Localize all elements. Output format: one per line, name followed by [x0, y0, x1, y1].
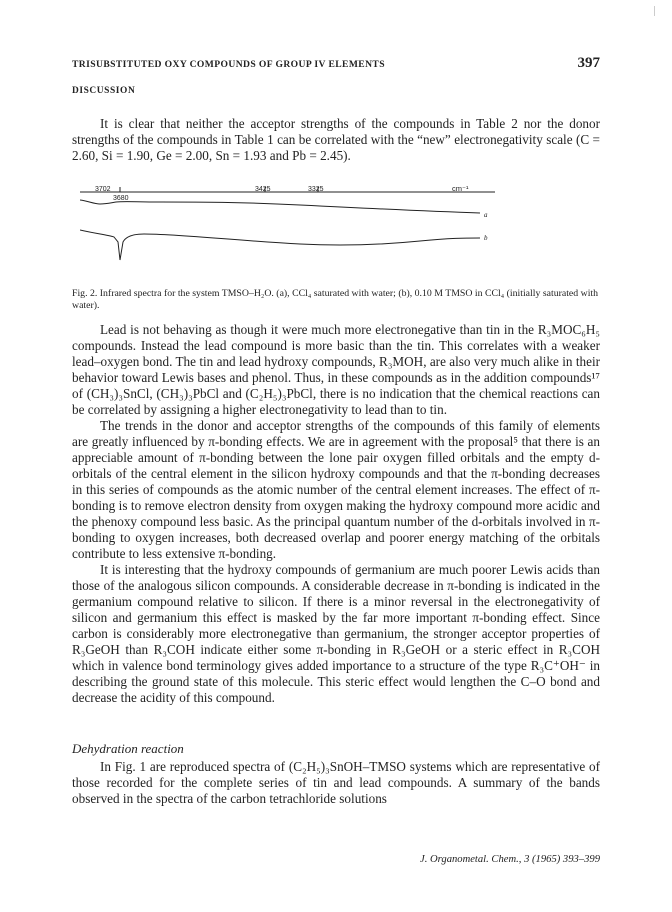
tick-label: 3425 [255, 186, 271, 193]
paragraph: The trends in the donor and acceptor strengths of the compounds of this family of elements are greatly influenced by π-bonding effects. We are in agreement with the proposal⁵ that there is an appreciable amount of π-bonding between the lone pair oxygen filled orbitals and the empty d-orbitals of the central element in the silicon hydroxy compounds and that the π-bonding decreases in this series of compounds as the atomic number of the central element increases. The effect of π-bonding is to remove electron density from oxygen making the hydroxy compound more acidic and the phenoxy compound less basic. As the principal quantum number of the d-orbitals involved in π-bonding to oxygen increases, both decreased overlap and poorer energy matching of the orbitals contribute to less extensive π-bonding. [72, 418, 600, 561]
section-heading: DISCUSSION [72, 86, 136, 96]
main-text [72, 322, 600, 706]
tick-label: 3325 [308, 186, 324, 193]
curve-label-a: a [484, 211, 488, 219]
intro-text [72, 116, 600, 164]
intro-paragraph: It is clear that neither the acceptor strengths of the compounds in Table 2 nor the donor strengths of the compounds in Table 1 can be correlated with the “new” electronegativity scale (C = 2.60, Si = 1.90, Ge = 2.00, Sn = 1.93 and Pb = 2.45). [72, 116, 600, 163]
spectrum-curve-a [80, 200, 480, 213]
spectrum-curve-b [80, 230, 480, 260]
unit-label: cm⁻¹ [452, 184, 469, 193]
curve-label-b: b [484, 234, 488, 242]
paragraph: It is interesting that the hydroxy compounds of germanium are much poorer Lewis acids than those of the analogous silicon compounds. A considerable decrease in π-bonding is indicated in the germanium compound relative to silicon. If there is a minor reversal in the electronegativity of silicon and germanium this effect is masked by the far more important π-bonding effect. Since carbon is considerably more electronegative than germanium, the stronger acceptor properties of R₃GeOH than R₃COH indicate either some π-bonding in R₃GeOH or a steric effect in R₃COH which in valence bond terminology gives added importance to a structure of the type R₃C⁺OH⁻ in describing the ground state of this molecule. This steric effect would lengthen the C–O bond and decrease the acidity of this compound. [72, 562, 600, 705]
running-title: TRISUBSTITUTED OXY COMPOUNDS OF GROUP IV ELEMENTS [72, 59, 385, 70]
dehydration-text [72, 759, 600, 807]
ir-spectrum-figure [80, 180, 500, 284]
paragraph: In Fig. 1 are reproduced spectra of (C₂H₅)₃SnOH–TMSO systems which are representative of those recorded for the complete series of tin and lead compounds. A summary of the bands observed in the spectra of the carbon tetrachloride solutions [72, 759, 600, 806]
tick-label: 3680 [113, 195, 129, 202]
subsection-heading: Dehydration reaction [72, 741, 184, 756]
journal-footer: J. Organometal. Chem., 3 (1965) 393–399 [420, 854, 600, 865]
paragraph: Lead is not behaving as though it were much more electronegative than tin in the R₃MOC₆H₅ compounds. Instead the lead compound is more basic than the tin. This correlates with a weaker lead–oxygen bond. The tin and lead hydroxy compounds, R₃MOH, are also very much alike in their behavior toward Lewis bases and phenol. Thus, in these compounds as in the addition compounds¹⁷ of (CH₃)₃SnCl, (CH₃)₃PbCl and (C₂H₅)₃PbCl, there is no indication that the chemical reactions can be correlated by assigning a higher electronegativity to lead than to tin. [72, 322, 600, 417]
page-header [72, 55, 600, 75]
tick-label: 3702 [95, 186, 111, 193]
figure-caption: Fig. 2. Infrared spectra for the system TMSO–H₂O. (a), CCl₄ saturated with water; (b), 0.10 M TMSO in CCl₄ (initially saturated with water). [72, 288, 599, 311]
page-number: 397 [577, 55, 600, 71]
scan-edge-mark [654, 6, 655, 16]
